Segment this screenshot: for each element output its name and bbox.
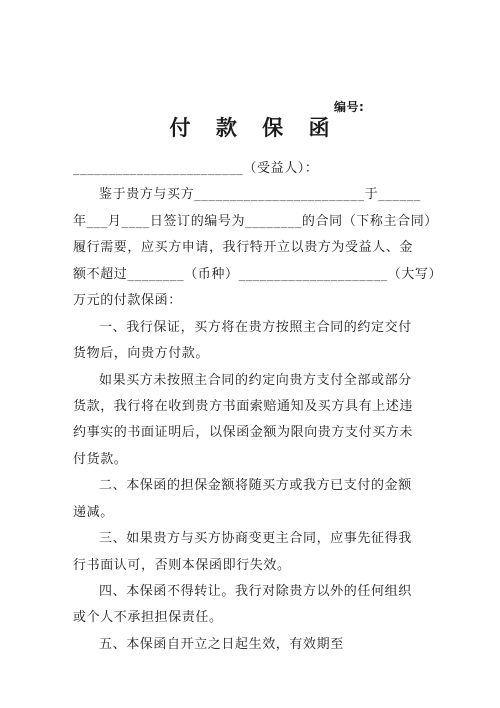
clause-1-line: 货物后，向贵方付款。 <box>73 346 210 361</box>
clause-2-line: 递减。 <box>73 505 114 520</box>
paragraph-line: 付货款。 <box>73 452 128 467</box>
paragraph-line: 鉴于贵方与买方________________________于______ <box>99 187 421 202</box>
clause-3-line: 行书面认可，否则本保函即行失效。 <box>73 558 291 573</box>
paragraph-line: 额不超过________（币种）_____________________（大写） <box>73 267 443 282</box>
clause-5-line: 五、本保函自开立之日起生效，有效期至 <box>99 637 344 652</box>
paragraph-line: 货款，我行将在收到贵方书面索赔通知及买方具有上述违 <box>73 399 414 414</box>
paragraph-line: 约事实的书面证明后，以保函金额为限向贵方支付买方未 <box>73 425 414 440</box>
beneficiary-line: ________________________（受益人）： <box>73 161 319 176</box>
clause-3-line: 三、如果贵方与买方协商变更主合同，应事先征得我 <box>99 531 412 546</box>
clause-4-line: 或个人不承担担保责任。 <box>73 610 223 625</box>
clause-1-line: 一、我行保证，买方将在贵方按照主合同的约定交付 <box>99 320 412 335</box>
document-title: 付 款 保 函 <box>169 115 339 140</box>
paragraph-line: 年___月____日签订的编号为________的合同（下称主合同） <box>73 214 438 229</box>
serial-number-label: 编号: <box>334 100 365 114</box>
paragraph-line: 万元的付款保函： <box>73 293 182 308</box>
paragraph-line: 如果买方未按照主合同的约定向贵方支付全部或部分 <box>99 373 412 388</box>
clause-2-line: 二、本保函的担保金额将随买方或我方已支付的金额 <box>99 478 412 493</box>
paragraph-line: 履行需要，应买方申请，我行特开立以贵方为受益人、金 <box>73 240 414 255</box>
clause-4-line: 四、本保函不得转让。我行对除贵方以外的任何组织 <box>99 584 412 599</box>
